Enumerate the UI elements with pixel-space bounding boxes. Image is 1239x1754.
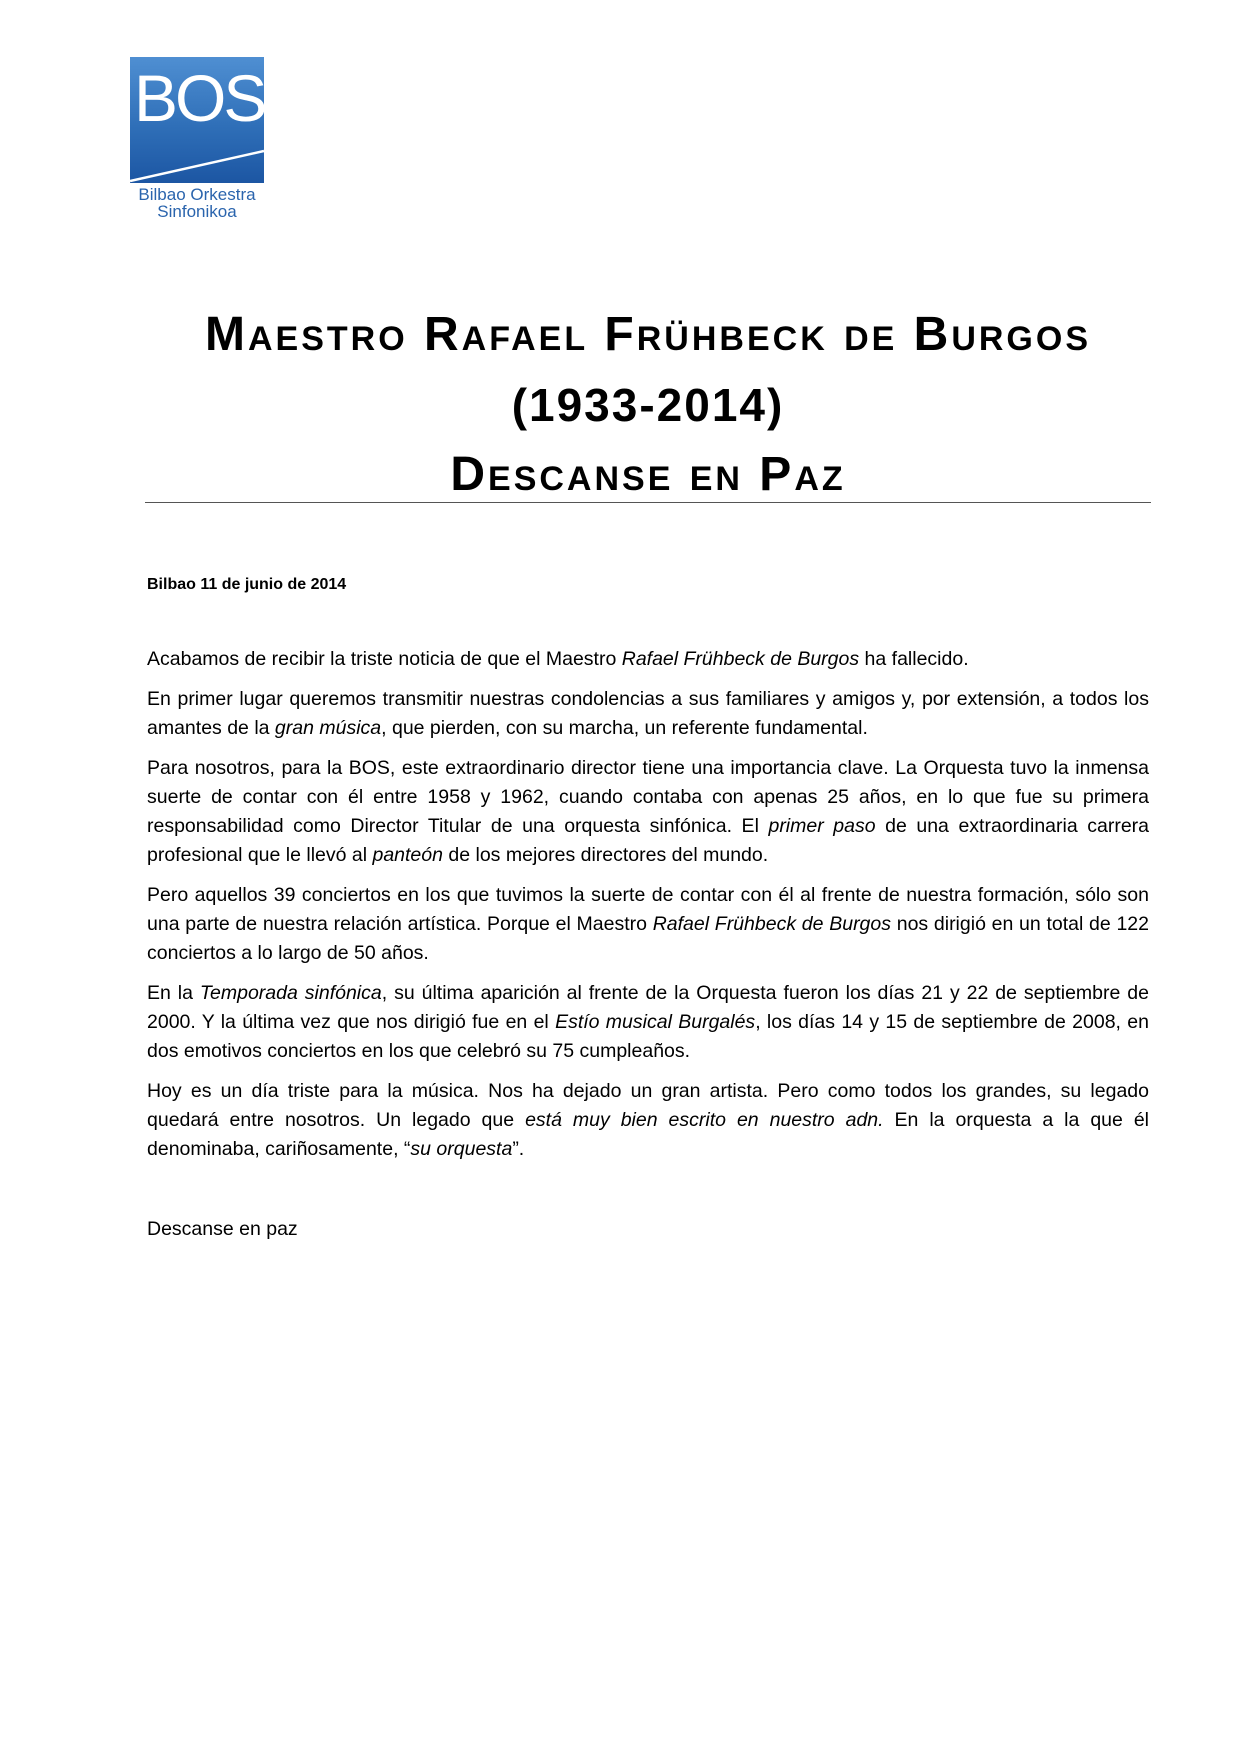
paragraph-3	[147, 754, 1149, 870]
paragraph-text: Pero aquellos 39 conciertos en los que tuvimos la suerte de contar con él al frente de nuestra formación, sólo son una parte de nuestra relación artística. Porque el Maestro	[147, 884, 1149, 935]
paragraph-emphasis: Rafael Frühbeck de Burgos	[652, 913, 891, 935]
paragraph-text: En la	[147, 982, 200, 1004]
paragraph-2	[147, 685, 1149, 743]
logo-subtitle	[130, 186, 264, 220]
paragraph-text: ”.	[512, 1138, 525, 1160]
paragraph-emphasis: gran música	[274, 717, 382, 739]
logo-text: BOS	[134, 61, 264, 135]
paragraph-text: , su última aparición al frente de la Orquesta fueron los días 21 y 22 de septiembre de 2000. Y la última vez que nos dirigió fue en el	[147, 982, 1149, 1033]
logo-mark	[130, 57, 264, 183]
title-name: Maestro Rafael Frühbeck de Burgos	[204, 308, 1091, 361]
logo-slash-icon	[130, 149, 264, 183]
closing-line: Descanse en paz	[147, 1218, 298, 1240]
document-date: Bilbao 11 de junio de 2014	[147, 576, 347, 593]
paragraph-text: nos dirigió en un total de 122 conciertos a lo largo de 50 años.	[147, 913, 1149, 964]
paragraph-text: Para nosotros, para la BOS, este extraordinario director tiene una importancia clave. La Orquesta tuvo la inmensa suerte de contar con él entre 1958 y 1962, cuando contaba con apenas 25 años, en lo que fue su primera responsabilidad como Director Titular de una orquesta sinfónica. El	[147, 757, 1149, 837]
title-years: (1933-2014)	[511, 379, 785, 431]
paragraph-emphasis: panteón	[372, 844, 443, 866]
paragraph-emphasis: Rafael Frühbeck de Burgos	[621, 648, 860, 670]
bos-logo	[130, 57, 264, 220]
paragraph-emphasis: primer paso	[768, 815, 876, 837]
title-subtitle: Descanse en Paz	[450, 448, 846, 501]
paragraph-text: En la orquesta a la que él denominaba, cariñosamente, “	[147, 1109, 1149, 1160]
paragraph-emphasis: su orquesta	[410, 1138, 513, 1160]
logo-subtitle-line2: Sinfonikoa	[157, 202, 237, 221]
document-body	[147, 645, 1149, 1175]
paragraph-emphasis: Temporada sinfónica	[199, 982, 382, 1004]
paragraph-1	[147, 645, 1149, 674]
paragraph-5	[147, 979, 1149, 1066]
logo-subtitle-line1: Bilbao Orkestra	[138, 185, 256, 204]
title-divider	[145, 502, 1151, 503]
paragraph-text: Hoy es un día triste para la música. Nos ha dejado un gran artista. Pero como todos los grandes, su legado quedará entre nosotros. Un legado que	[147, 1080, 1149, 1131]
paragraph-text: En primer lugar queremos transmitir nuestras condolencias a sus familiares y amigos y, por extensión, a todos los amantes de la	[147, 688, 1149, 739]
paragraph-6	[147, 1077, 1149, 1164]
paragraph-text: ha fallecido.	[859, 648, 969, 670]
paragraph-emphasis: Estío musical Burgalés	[555, 1011, 756, 1033]
paragraph-emphasis: está muy bien escrito en nuestro adn.	[525, 1109, 884, 1131]
paragraph-text: , los días 14 y 15 de septiembre de 2008, en dos emotivos conciertos en los que celebró su 75 cumpleaños.	[147, 1011, 1149, 1062]
paragraph-text: Acabamos de recibir la triste noticia de que el Maestro	[147, 648, 622, 670]
document-title	[145, 300, 1151, 510]
paragraph-text: , que pierden, con su marcha, un referente fundamental.	[381, 717, 868, 739]
paragraph-4	[147, 881, 1149, 968]
paragraph-text: de una extraordinaria carrera profesional que le llevó al	[147, 815, 1149, 866]
paragraph-text: de los mejores directores del mundo.	[442, 844, 769, 866]
